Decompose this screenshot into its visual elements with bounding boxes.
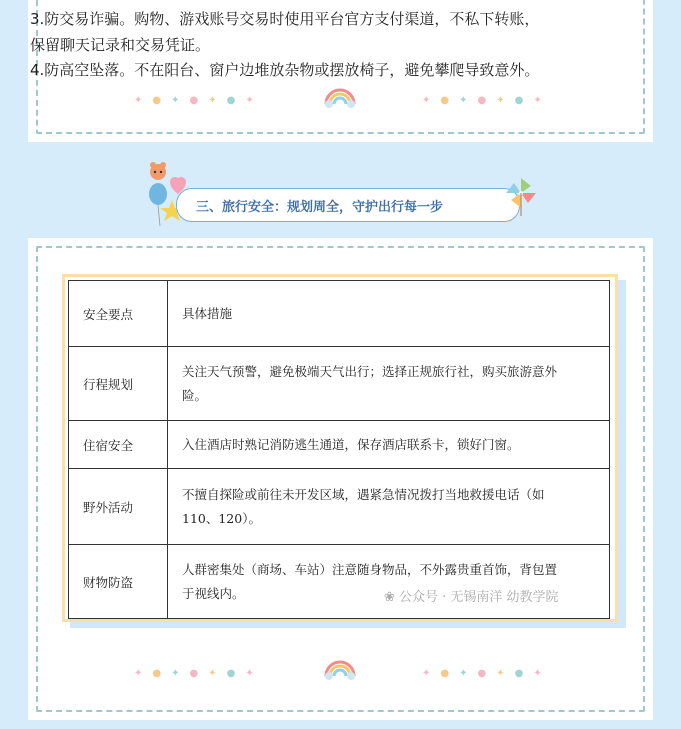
decorative-dots: ✦●✦●✦●✦ (422, 668, 552, 679)
rainbow-icon (322, 84, 358, 108)
row-value-line: 入住酒店时熟记消防逃生通道，保存酒店联系卡，锁好门窗。 (182, 436, 520, 452)
rainbow-icon (322, 656, 358, 680)
table-header-row (69, 281, 610, 347)
row-key: 住宿安全 (69, 421, 168, 469)
row-key: 财物防盗 (69, 545, 168, 619)
row-value-line: 人群密集处（商场、车站）注意随身物品，不外露贵重首饰，背包置 (182, 561, 558, 577)
row-key: 野外活动 (69, 469, 168, 545)
row-value-line: 于视线内。 (182, 585, 245, 601)
table-row (69, 469, 610, 545)
travel-safety-table (68, 280, 610, 619)
decorative-dots: ✦●✦●✦●✦ (134, 668, 264, 679)
row-value (168, 545, 610, 619)
row-value-line: 110、120）。 (182, 510, 261, 526)
paragraph-line: 4.防高空坠落。不在阳台、窗户边堆放杂物或摆放椅子，避免攀爬导致意外。 (30, 61, 540, 79)
table-header-value: 具体措施 (168, 281, 610, 347)
paragraph-line: 3.防交易诈骗。购物、游戏账号交易时使用平台官方支付渠道，不私下转账， (30, 10, 540, 28)
row-value-line: 不擅自探险或前往未开发区域，遇紧急情况拨打当地救援电话（如 (182, 486, 545, 502)
wechat-icon: ❀ (384, 590, 400, 605)
table-row (69, 421, 610, 469)
pinwheel-icon (504, 176, 538, 216)
row-value-line: 关注天气预警，避免极端天气出行；选择正规旅行社，购买旅游意外 (182, 363, 558, 379)
section-title: 三、旅行安全：规划周全，守护出行每一步 (196, 200, 444, 215)
table-row (69, 545, 610, 619)
decorative-dots: ✦●✦●✦●✦ (134, 95, 264, 106)
row-value-line: 险。 (182, 387, 208, 403)
row-key: 行程规划 (69, 347, 168, 421)
table-header-key: 安全要点 (69, 281, 168, 347)
row-value (168, 421, 610, 469)
table-row (69, 347, 610, 421)
row-value (168, 469, 610, 545)
decorative-dots: ✦●✦●✦●✦ (422, 95, 552, 106)
row-value (168, 347, 610, 421)
wechat-watermark (384, 586, 559, 605)
watermark-text: 公众号 · 无锡南洋 幼教学院 (399, 590, 559, 605)
paragraph-line: 保留聊天记录和交易凭证。 (30, 36, 211, 54)
